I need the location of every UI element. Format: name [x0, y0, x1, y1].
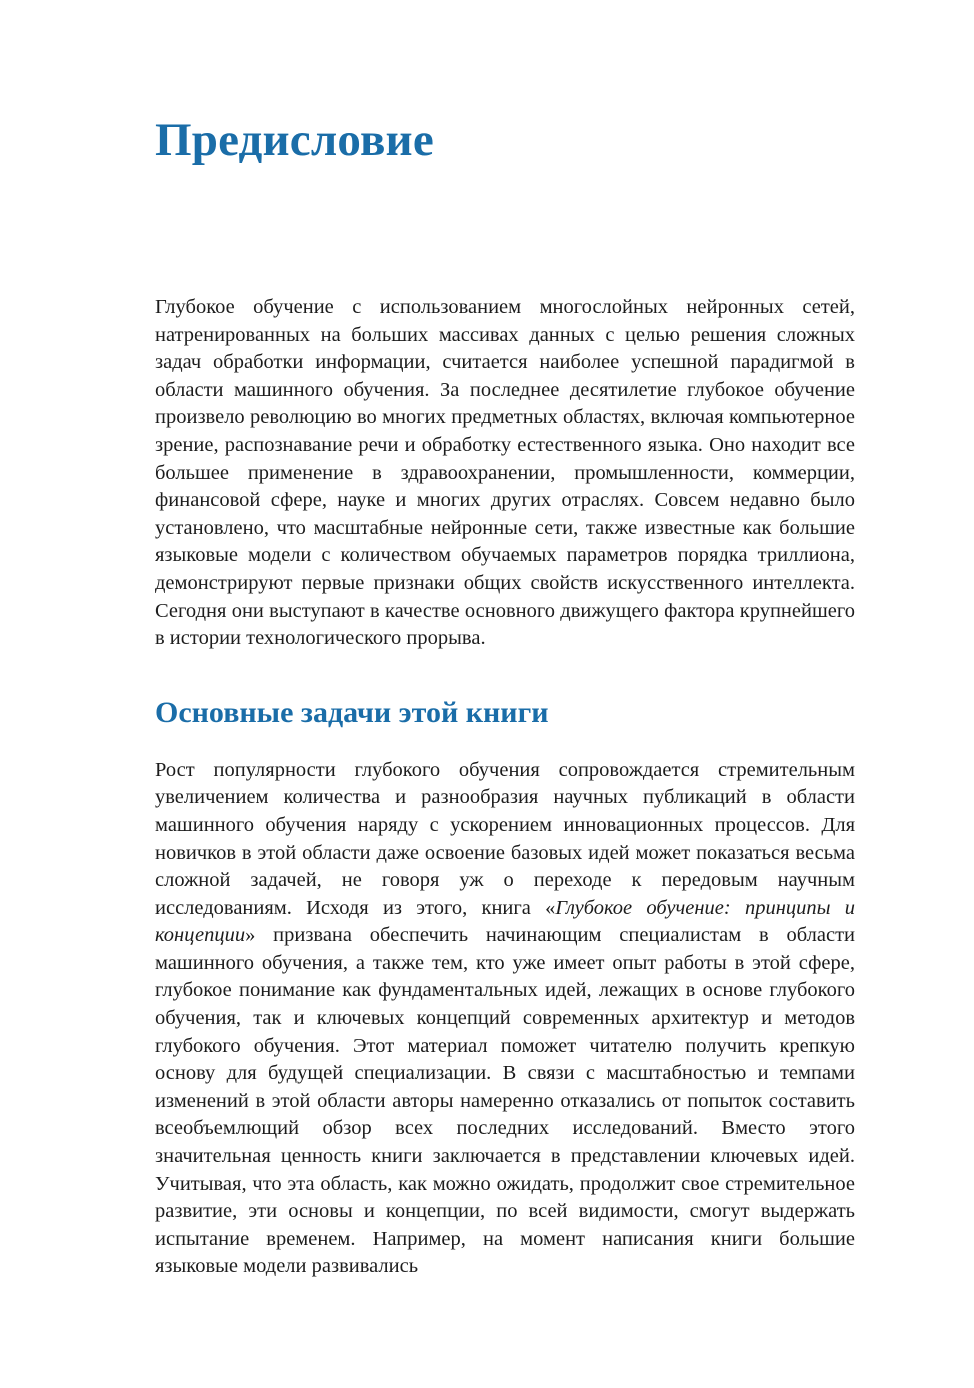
section-paragraph [155, 757, 855, 1281]
chapter-title: Предисловие [155, 114, 434, 166]
intro-paragraph: Глубокое обучение с использованием многослойных нейронных сетей, натренированных на больших массивах данных с целью решения сложных задач обработки информации, считается наиболее успешной парадигмой в области машинного обучения. За последнее десятилетие глубокое обучение произвело революцию во многих предметных областях, включая компьютерное зрение, распознавание речи и обработку естественного языка. Оно находит все большее применение в здравоохранении, промышленности, коммерции, финансовой сфере, науке и многих других отраслях. Совсем недавно было установлено, что масштабные нейронные сети, также известные как большие языковые модели с количеством обучаемых параметров порядка триллиона, демонстрируют первые признаки общих свойств искусственного интеллекта. Сегодня они выступают в качестве основного движущего фактора крупнейшего в истории технологического прорыва. [155, 296, 855, 650]
paragraph-segment-before-book-title: Рост популярности глубокого обучения сопровождается стремительным увеличением количества и разнообразия научных публикаций в области машинного обучения наряду с ускорением инновационных процессов. Для новичков в этой области даже освоение базовых идей может показаться весьма сложной задачей, не говоря уж о переходе к передовым научным исследованиям. Исходя из этого, книга « [155, 758, 855, 919]
paragraph-segment-after-book-title: » призвана обеспечить начинающим специалистам в области машинного обучения, а также тем, кто уже имеет опыт работы в этой сфере, глубокое понимание как фундаментальных идей, лежащих в основе глубокого обучения, так и ключевых концепций современных архитектур и методов глубокого обучения. Этот материал поможет читателю получить крепкую основу для будущей специализации. В связи с масштабностью и темпами изменений в этой области авторы намеренно отказались от попыток составить всеобъемлющий обзор всех последних исследований. Вместо этого значительная ценность книги заключается в представлении ключевых идей. Учитывая, что эта область, как можно ожидать, продолжит свое стремительное развитие, эти основы и концепции, по всей видимости, смогут выдержать испытание временем. Например, на момент написания книги большие языковые модели развивались [155, 924, 855, 1278]
section-heading: Основные задачи этой книги [155, 695, 549, 729]
book-title-inline: Глубокое обучение: принципы и концепции [155, 896, 855, 947]
